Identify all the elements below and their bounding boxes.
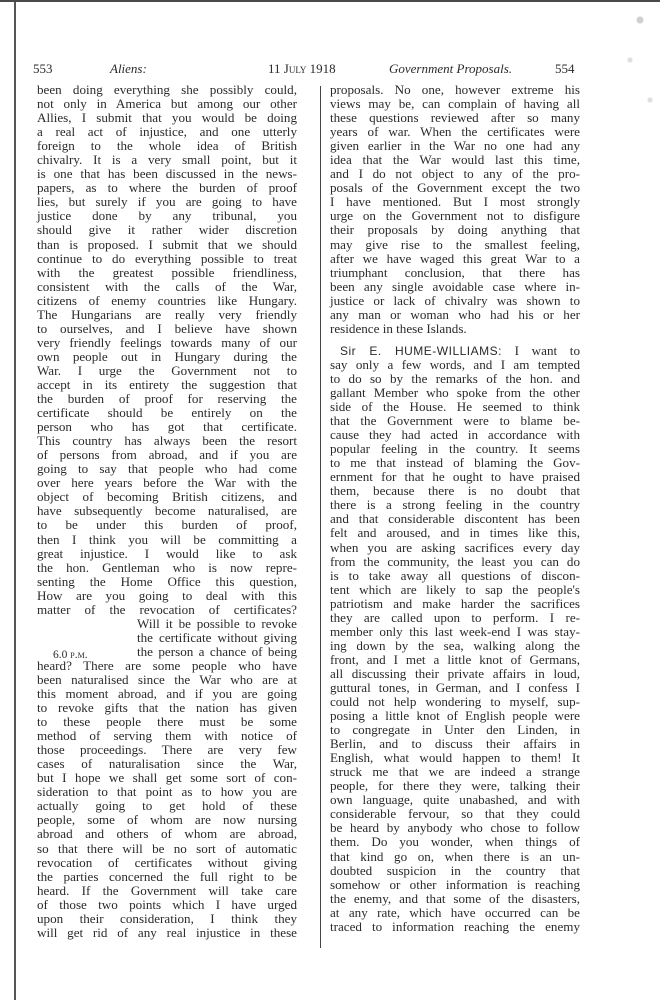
text-line: them. Do you wonder, when things of [330, 834, 580, 850]
text-line: actually going to get hold of these [37, 798, 297, 814]
text-line: people, some of whom are now nursing [37, 812, 297, 828]
text-line: any man or woman who had his or her [330, 306, 580, 322]
text-line: popular feeling in the country. It seems [330, 441, 580, 457]
text-line: been doing everything she possibly could, [37, 82, 297, 97]
right-column-text-part2 [330, 358, 580, 934]
text-line: doubted suspicion in the country that [330, 862, 580, 878]
text-line: The Hungarians are really very friendly [37, 306, 297, 322]
text-line: they are called upon to perform. I re- [330, 609, 580, 625]
text-line: great injustice. I would like to ask [37, 545, 297, 561]
text-line: revocation of certificates without giving [37, 854, 297, 870]
text-line: going to say that people who had come [37, 461, 297, 477]
text-line: given earlier in the War no one had any [330, 138, 580, 154]
text-line: front, and I met a little knot of Germans, [330, 651, 580, 667]
text-line: could not help wondering to myself, sup- [330, 694, 580, 710]
text-line: foreign to the whole idea of British [37, 138, 297, 154]
text-line: abroad and others of whom are abroad, [37, 826, 297, 842]
scan-speckles [600, 0, 660, 140]
text-line: from the community, the least you can do [330, 553, 580, 569]
text-line: should give it rather wider discretion [37, 222, 297, 238]
text-line: but I hope we shall get some sort of con- [37, 770, 297, 786]
text-line: their proposals by doing anything that [330, 222, 580, 238]
text-line: ing down by the sea, walking along the [330, 637, 580, 653]
text-line: and that considerable discontent has been [330, 511, 580, 527]
speaker-name: Sir E. HUME-WILLIAMS: [340, 343, 502, 358]
text-line: after we have waged this great War to a [330, 250, 580, 266]
text-line: War. I urge the Government not to [37, 362, 297, 378]
right-column-text-part1 [330, 83, 580, 336]
text-line: the certificate without giving [137, 629, 297, 645]
right-column [330, 83, 580, 934]
text-line: urge on the Government not to disfigure [330, 208, 580, 224]
text-line: method of serving them with notice of [37, 728, 297, 744]
left-page-number: 553 [33, 61, 53, 76]
text-line: posals of the Government except the two [330, 180, 580, 196]
text-line: so that there will be no sort of automatic [37, 840, 297, 856]
text-line: the person a chance of being [137, 643, 297, 659]
text-line: accept in its entirety the suggestion that [37, 376, 297, 392]
text-line: the burden of proof for reserving the [37, 391, 297, 407]
text-line: object of becoming British citizens, and [37, 489, 297, 505]
text-line: Allies, I submit that you would be doing [37, 110, 297, 126]
text-line: somehow or other information is reaching [330, 876, 580, 892]
text-line: side of the House. He seemed to think [330, 399, 580, 415]
text-line: them, because there is no doubt that [330, 483, 580, 499]
left-column [37, 83, 297, 940]
text-line: with the greatest possible friendliness, [37, 264, 297, 280]
text-line: people, for there they were, talking their [330, 778, 580, 794]
text-line: continue to do everything possible to treat [37, 250, 297, 266]
text-line: senting the Home Office this question, [37, 573, 297, 589]
text-line: triumphant conclusion, that there has [330, 264, 580, 280]
text-line: chivalry. It is a very small point, but it [37, 152, 297, 168]
text-line: those proceedings. There are very few [37, 742, 297, 758]
text-line: all discussing their private affairs in loud, [330, 665, 580, 681]
text-line: gallant Member who spoke from the other [330, 384, 580, 400]
text-line: traced to information reaching the enemy [330, 918, 580, 934]
text-line: that the Government were to blame be- [330, 413, 580, 429]
text-line: the enemy, and that some of the disasters, [330, 890, 580, 906]
text-line: a real act of injustice, and one utterly [37, 124, 297, 140]
text-line: say only a few words, and I am tempted [330, 356, 580, 372]
text-line: member only this last week-end I was stay- [330, 623, 580, 639]
page-binding-edge [14, 2, 16, 1000]
text-line: citizens of enemy countries like Hungary. [37, 292, 297, 308]
text-line: of persons from abroad, and if you are [37, 447, 297, 463]
left-column-text-part1 [37, 83, 297, 617]
speaker-line [330, 344, 580, 358]
text-line: This country has always been the resort [37, 433, 297, 449]
text-line: tent which are likely to sap the people's [330, 581, 580, 597]
text-line: these questions reviewed after so many [330, 110, 580, 126]
left-running-title: Aliens: [110, 61, 147, 76]
text-line: heard? There are some people who have [37, 657, 297, 673]
text-line: justice done by any tribunal, you [37, 208, 297, 224]
running-header [33, 61, 573, 81]
text-line: this moment abroad, and if you are going [37, 686, 297, 702]
text-line: considerable fervour, so that they could [330, 806, 580, 822]
text-line: than is proposed. I submit that we should [37, 236, 297, 252]
speaker-line-text: I want to [514, 342, 580, 358]
text-line: own language, quite unabashed, and with [330, 792, 580, 808]
text-line: is to take away all questions of discon- [330, 567, 580, 583]
page-top-edge [0, 0, 660, 2]
text-line: when you are asking sacrifices every day [330, 539, 580, 555]
left-column-text-part2 [37, 659, 297, 940]
text-line: of those two points which I have urged [37, 896, 297, 912]
right-page-number: 554 [555, 61, 575, 76]
text-line: person who has got that certificate. [37, 419, 297, 435]
text-line: and I do not object to any of the pro- [330, 166, 580, 182]
text-line: lies, but surely if you are going to have [37, 194, 297, 210]
text-line: Will it be possible to revoke [137, 615, 297, 631]
text-line: over here years before the War with the [37, 475, 297, 491]
text-line: struck me that we are indeed a strange [330, 764, 580, 780]
text-line: been any single avoidable case where in- [330, 278, 580, 294]
text-line: English, what would happen to them! It [330, 750, 580, 766]
text-line: posing a little knot of English people were [330, 708, 580, 724]
text-line: justice or lack of chivalry was shown to [330, 292, 580, 308]
column-divider [320, 86, 321, 948]
text-line: to revoke gifts that the nation has given [37, 700, 297, 716]
text-line: to me that instead of blaming the Gov- [330, 455, 580, 471]
text-line: to ourselves, and I believe have shown [37, 320, 297, 336]
text-line: will get rid of any real injustice in these [37, 924, 297, 940]
text-line: I have mentioned. But I most strongly [330, 194, 580, 210]
text-line: very friendly feelings towards many of our [37, 334, 297, 350]
text-line: proposals. No one, however extreme his [330, 82, 580, 97]
text-line: not only in America but among our other [37, 96, 297, 112]
text-line: at any rate, which have occurred can be [330, 904, 580, 920]
text-line: may give rise to the smallest feeling, [330, 236, 580, 252]
margin-time-note: 6.0 p.m. [53, 649, 88, 661]
text-line: cause they had acted in accordance with [330, 427, 580, 443]
text-line: years of war. When the certificates were [330, 124, 580, 140]
text-line: to congregate in Unter den Linden, in [330, 722, 580, 738]
text-line: cases of naturalisation since the War, [37, 756, 297, 772]
header-date: 11 July 1918 [268, 61, 336, 76]
text-line: upon their consideration, I think they [37, 910, 297, 926]
text-line: that kind go on, when there is an un- [330, 848, 580, 864]
text-line: Berlin, and to discuss their affairs in [330, 736, 580, 752]
text-line: have subsequently become naturalised, are [37, 503, 297, 519]
text-line: ernment for that he ought to have praised [330, 469, 580, 485]
text-line: been naturalised since the War who are at [37, 671, 297, 687]
text-line: own people out in Hungary during the [37, 348, 297, 364]
text-line: views may be, can complain of having all [330, 96, 580, 112]
text-line: be heard by anybody who chose to follow [330, 820, 580, 836]
text-line: to be under this burden of proof, [37, 517, 297, 533]
text-line: to do so by the remarks of the hon. and [330, 370, 580, 386]
text-line: the hon. Gentleman who is now repre- [37, 559, 297, 575]
right-running-title: Government Proposals. [389, 61, 513, 76]
text-line: sideration to that point as to how you are [37, 784, 297, 800]
text-line: felt and aroused, and in times like this, [330, 525, 580, 541]
text-line: heard. If the Government will take care [37, 882, 297, 898]
text-line: then I think you will be committing a [37, 531, 297, 547]
text-line: to these people there must be some [37, 714, 297, 730]
text-line: the parties concerned the full right to be [37, 868, 297, 884]
text-line: consistent with the calls of the War, [37, 278, 297, 294]
text-line: matter of the revocation of certificates? [37, 601, 297, 617]
text-line: papers, as to where the burden of proof [37, 180, 297, 196]
text-line: idea that the War would last this time, [330, 152, 580, 168]
text-line: residence in these Islands. [330, 320, 467, 336]
text-line: certificate should be entirely on the [37, 405, 297, 421]
text-line: patriotism and make harder the sacrifices [330, 595, 580, 611]
text-line: How are you going to deal with this [37, 587, 297, 603]
text-line: there is a strong feeling in the country [330, 497, 580, 513]
text-line: guttural tones, in German, and I confess I [330, 679, 580, 695]
text-line: is one that has been discussed in the news- [37, 166, 297, 182]
